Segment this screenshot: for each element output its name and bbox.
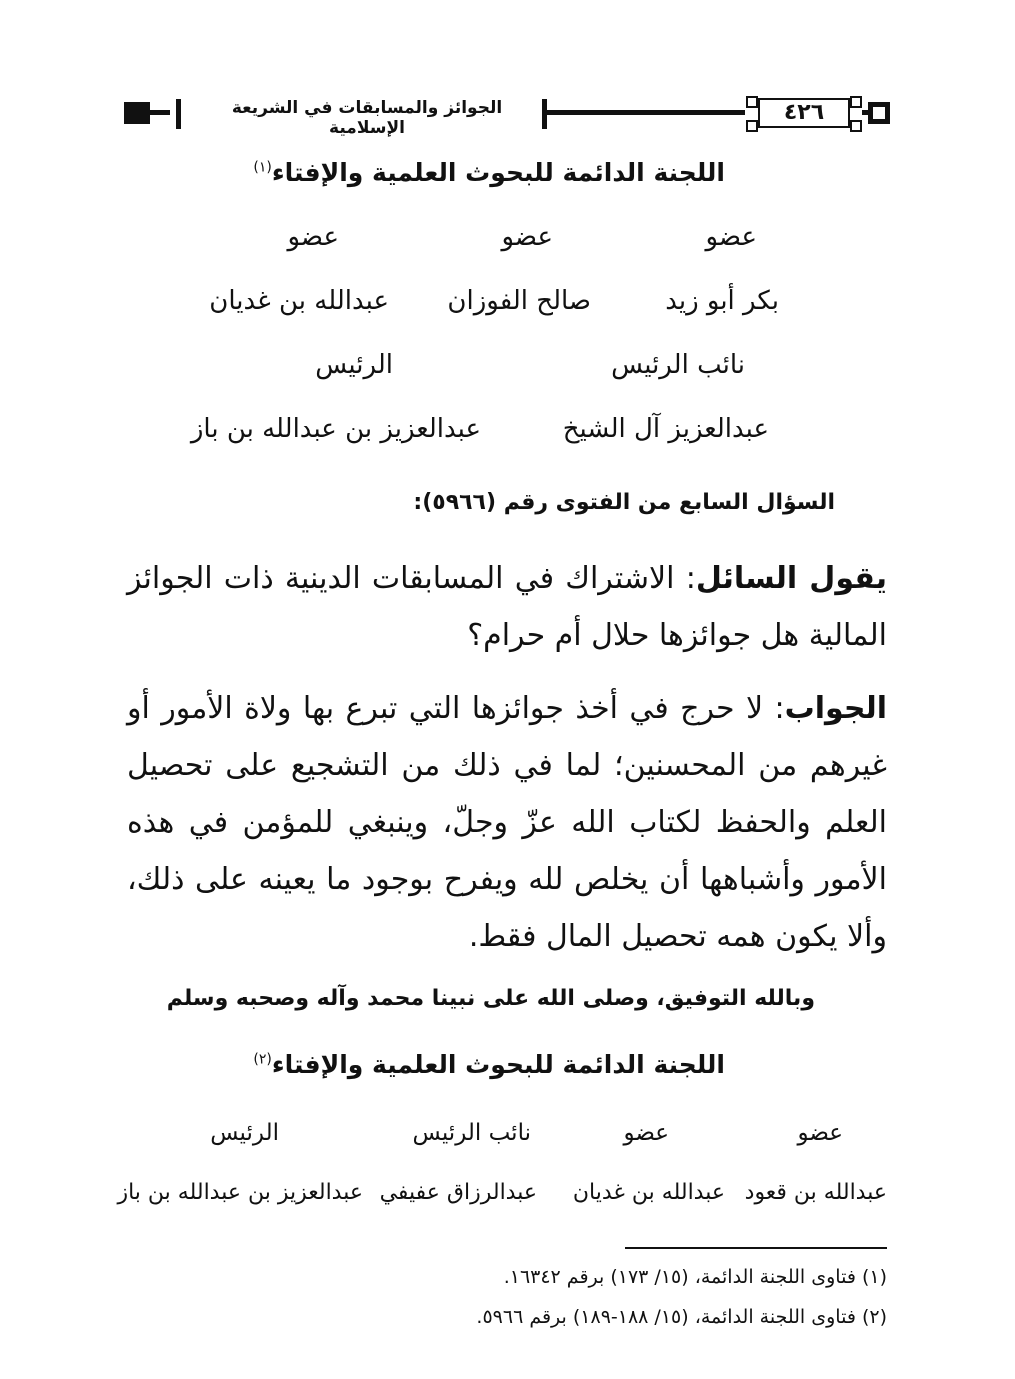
corner-ornament <box>850 96 862 108</box>
committee-heading: اللجنة الدائمة للبحوث العلمية والإفتاء$^{(١)}$ <box>253 158 725 187</box>
member-name: عبدالله بن غديان <box>209 286 389 316</box>
header-rule <box>150 110 170 115</box>
committee-heading: اللجنة الدائمة للبحوث العلمية والإفتاء$^{(٢)}$ <box>253 1050 725 1079</box>
header-rule <box>176 99 181 129</box>
member-title: نائب الرئيس <box>611 350 745 380</box>
page-number-box <box>746 96 862 132</box>
member-title: نائب الرئيس <box>412 1120 531 1146</box>
footnote-separator <box>625 1247 887 1249</box>
header-rule <box>547 110 745 115</box>
member-title: الرئيس <box>315 350 393 380</box>
footnote-mark: (٢) <box>253 1051 272 1068</box>
question-heading: السؤال السابع من الفتوى رقم (٥٩٦٦): <box>413 490 835 515</box>
footnote: (١) فتاوى اللجنة الدائمة، (١٥/ ١٧٣) برقم ١٦٣٤٢. <box>503 1266 887 1288</box>
question-label: يقول السائل <box>695 561 887 596</box>
member-name: عبدالرزاق عفيفي <box>379 1180 537 1205</box>
page-number: ٤٢٦ <box>783 100 825 125</box>
question-paragraph <box>127 550 887 664</box>
footnote-mark: (١) <box>253 159 272 176</box>
member-name: صالح الفوزان <box>447 286 591 316</box>
member-title: عضو <box>797 1120 843 1146</box>
answer-text: : لا حرج في أخذ جوائزها التي تبرع بها ولاة الأمور أو غيرهم من المحسنين؛ لما في ذلك من التشجيع على تحصيل العلم والحفظ لكتاب الله عزّ وجلّ، وينبغي للمؤمن في هذه الأمور وأشباهها أن يخلص لله ويفرح بوجود ما يعينه على ذلك، وألا يكون همه تحصيل المال فقط. <box>127 691 887 954</box>
member-name: عبدالعزيز بن عبدالله بن باز <box>190 414 481 444</box>
member-name: عبدالعزيز بن عبدالله بن باز <box>117 1180 363 1205</box>
member-title: عضو <box>287 222 339 252</box>
book-title: الجوائز والمسابقات في الشريعة الإسلامية <box>231 98 503 138</box>
corner-ornament <box>746 96 758 108</box>
answer-paragraph <box>127 680 887 965</box>
member-title: عضو <box>501 222 553 252</box>
footnote: (٢) فتاوى اللجنة الدائمة، (١٥/ ١٨٨-١٨٩) برقم ٥٩٦٦. <box>476 1306 887 1328</box>
closing-line: وبالله التوفيق، وصلى الله على نبينا محمد وآله وصحبه وسلم <box>166 986 815 1011</box>
corner-ornament <box>746 120 758 132</box>
header-ornament-right <box>868 102 890 124</box>
question-text: : الاشتراك في المسابقات الدينية ذات الجوائز المالية هل جوائزها حلال أم حرام؟ <box>127 561 887 653</box>
member-name: بكر أبو زيد <box>665 286 779 316</box>
member-name: عبدالله بن قعود <box>744 1180 887 1205</box>
corner-ornament <box>850 120 862 132</box>
member-title: عضو <box>623 1120 669 1146</box>
member-title: عضو <box>705 222 757 252</box>
answer-label: الجواب <box>784 691 887 726</box>
member-name: عبدالله بن غديان <box>572 1180 725 1205</box>
header-ornament-left <box>124 102 150 124</box>
member-name: عبدالعزيز آل الشيخ <box>562 414 769 444</box>
member-title: الرئيس <box>210 1120 279 1146</box>
running-header <box>124 96 890 140</box>
